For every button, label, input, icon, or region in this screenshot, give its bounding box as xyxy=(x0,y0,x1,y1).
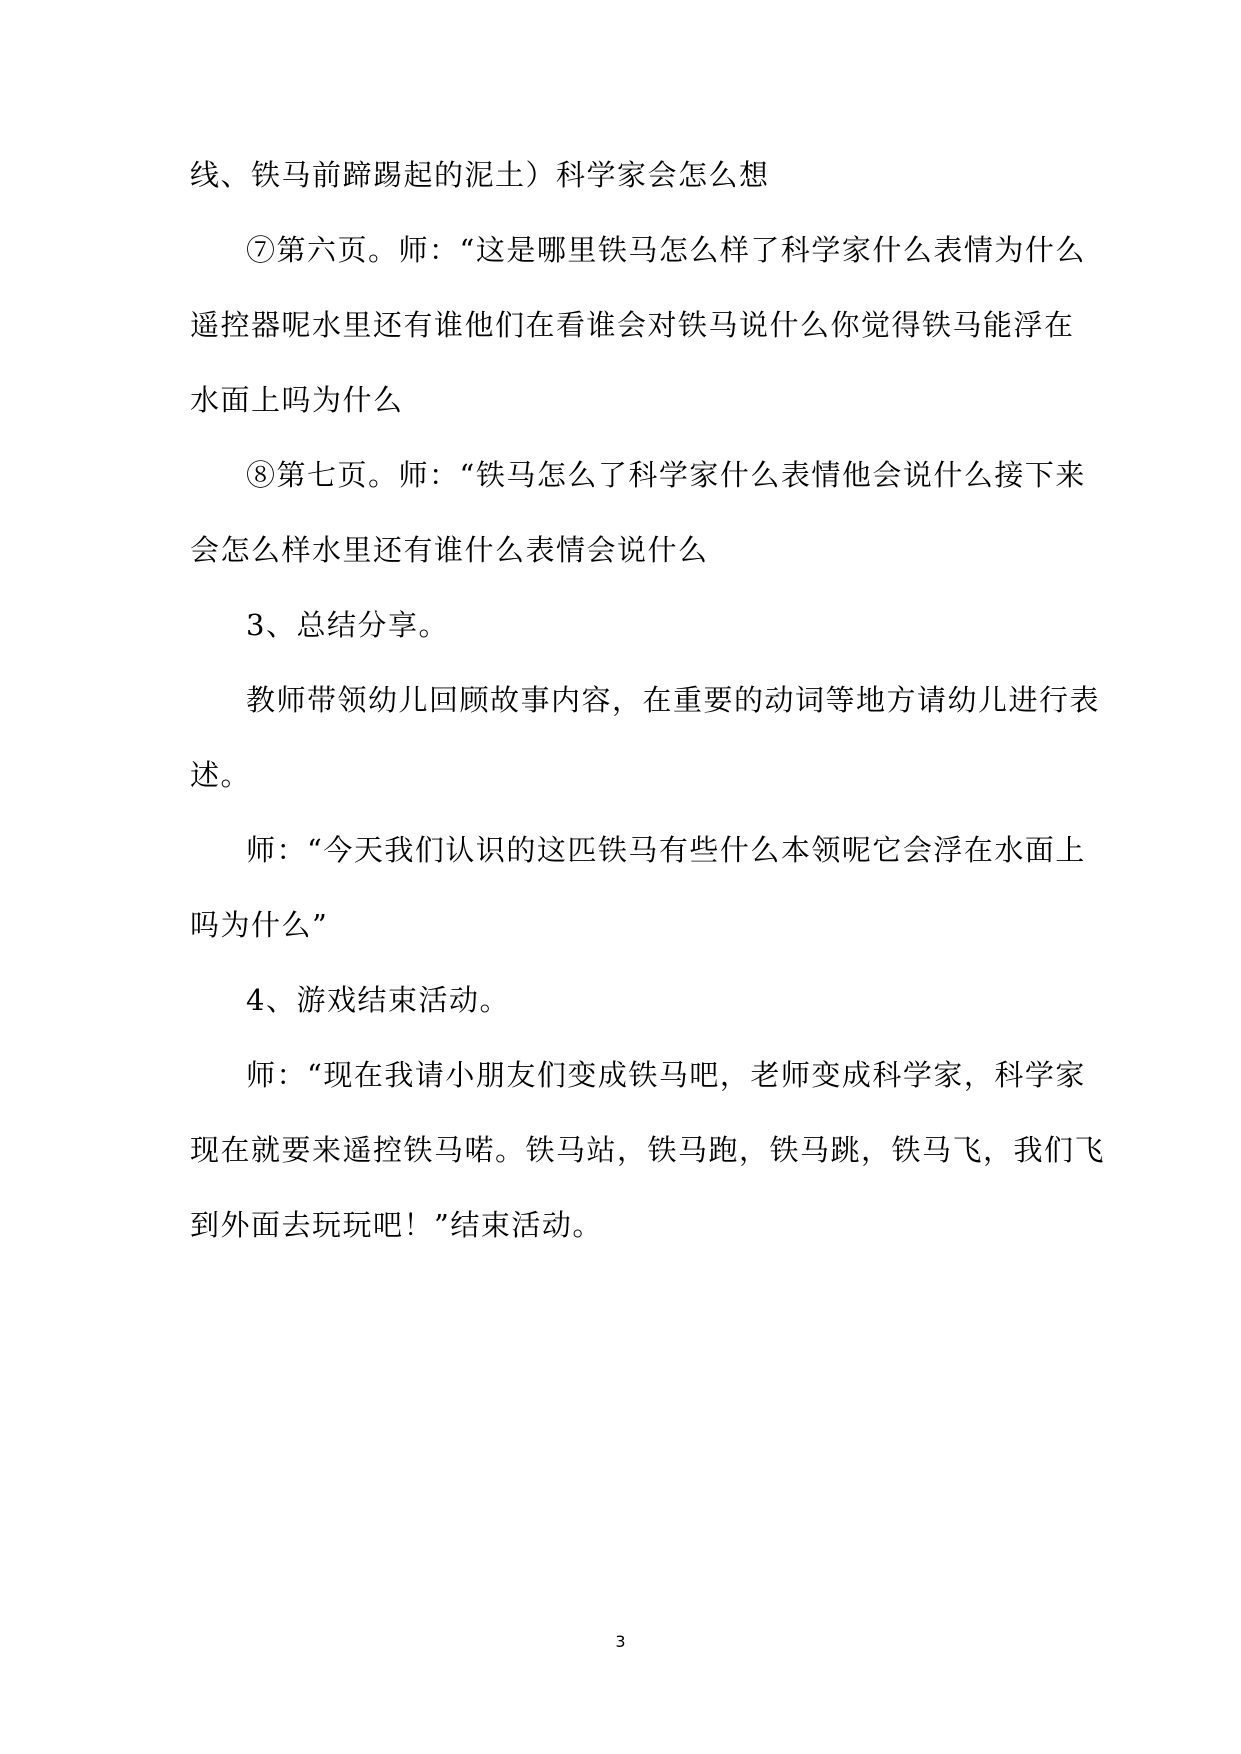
text-line: 吗为什么” xyxy=(190,908,329,942)
section-heading-game: 4、游戏结束活动。 xyxy=(246,983,510,1017)
text-line: 现在就要来遥控铁马喏。铁马站，铁马跑，铁马跳，铁马飞，我们飞 xyxy=(190,1133,1106,1167)
text-line: 水面上吗为什么 xyxy=(190,383,404,417)
paragraph-teacher-question: 师：“今天我们认识的这匹铁马有些什么本领呢它会浮在水面上 xyxy=(246,833,1086,867)
text-line: 到外面去玩玩吧！”结束活动。 xyxy=(190,1208,603,1242)
text-line: 会怎么样水里还有谁什么表情会说什么 xyxy=(190,533,709,567)
text-line: 遥控器呢水里还有谁他们在看谁会对铁马说什么你觉得铁马能浮在 xyxy=(190,308,1075,342)
page-number: 3 xyxy=(615,1632,626,1651)
text-line: 线、铁马前蹄踢起的泥土）科学家会怎么想 xyxy=(190,158,770,192)
body-text xyxy=(190,138,1106,1263)
paragraph-page-six: ⑦第六页。师：“这是哪里铁马怎么样了科学家什么表情为什么 xyxy=(246,233,1086,267)
text-line: 述。 xyxy=(190,758,252,792)
paragraph-game-instructions: 师：“现在我请小朋友们变成铁马吧，老师变成科学家，科学家 xyxy=(246,1058,1086,1092)
paragraph-page-seven: ⑧第七页。师：“铁马怎么了科学家什么表情他会说什么接下来 xyxy=(246,458,1086,492)
paragraph-review: 教师带领幼儿回顾故事内容，在重要的动词等地方请幼儿进行表 xyxy=(246,683,1101,717)
section-heading-summary: 3、总结分享。 xyxy=(246,608,449,642)
